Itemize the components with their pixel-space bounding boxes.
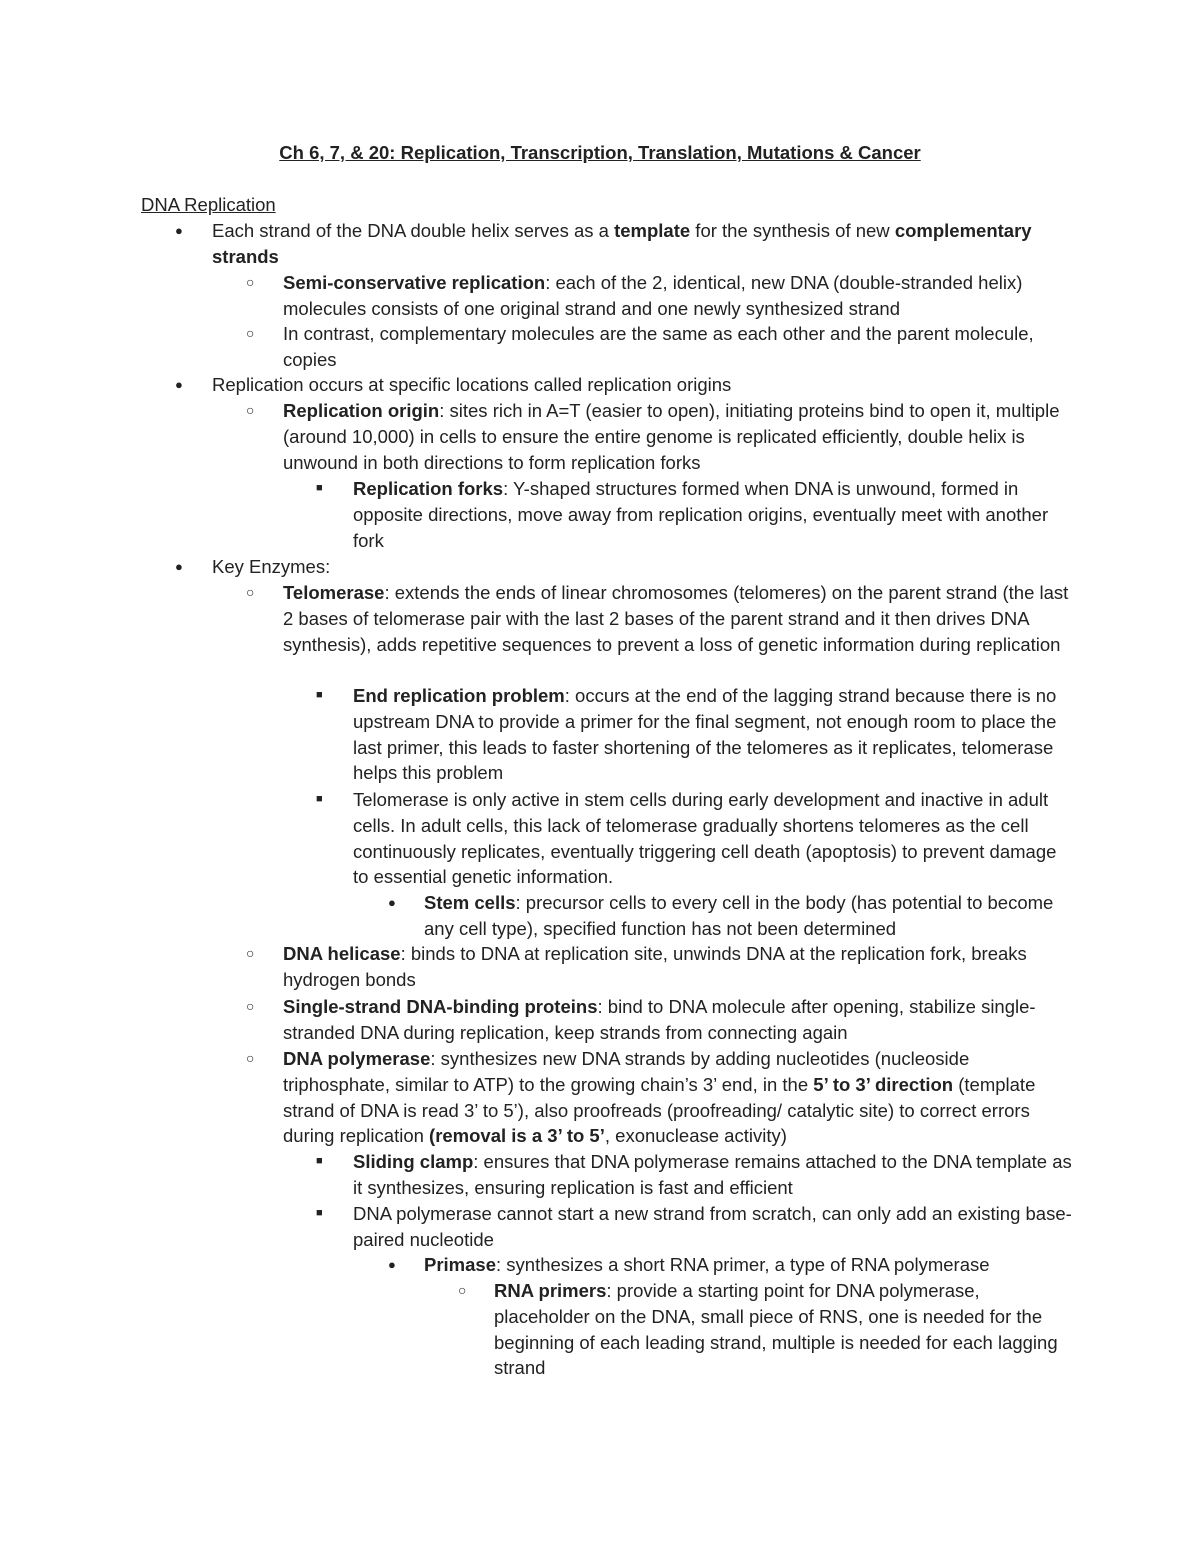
item-text: : ensures that DNA polymerase remains attached to the DNA template as it synthesizes, ensuring replication is fast and efficient <box>353 1151 1072 1198</box>
bold-term: Primase <box>424 1254 496 1275</box>
list-item <box>212 554 1072 580</box>
item-text: DNA polymerase cannot start a new strand from scratch, can only add an existing base-paired nucleotide <box>353 1203 1072 1250</box>
item-text: Telomerase is only active in stem cells during early development and inactive in adult cells. In adult cells, this lack of telomerase gradually shortens telomeres as the cell continuously replicates, eventually triggering cell death (apoptosis) to prevent damage to essential genetic information. <box>353 789 1057 888</box>
bullet-marker-icon: ○ <box>246 584 255 600</box>
list-item <box>283 398 1073 475</box>
bullet-marker-icon: ○ <box>246 274 255 290</box>
bullet-marker-icon: ○ <box>246 402 255 418</box>
item-text: : precursor cells to every cell in the body (has potential to become any cell type), specified function has not been determined <box>424 892 1054 939</box>
bullet-marker-icon: ● <box>388 895 396 910</box>
item-text: : synthesizes new DNA strands by adding nucleotides (nucleoside triphosphate, similar to ATP) to the growing chain’s 3’ end, in the <box>283 1048 970 1095</box>
section-heading: DNA Replication <box>141 194 276 215</box>
bullet-marker-icon: ○ <box>246 945 255 961</box>
item-text: , exonuclease activity) <box>604 1125 787 1147</box>
list-item <box>353 1149 1073 1201</box>
item-text: : each of the 2, identical, new DNA (double-stranded helix) molecules consists of one original strand and one newly synthesized strand <box>283 272 1023 319</box>
document-title: Ch 6, 7, & 20: Replication, Transcription, Translation, Mutations & Cancer <box>279 142 921 163</box>
list-item <box>283 994 1073 1046</box>
bold-term: DNA helicase <box>283 943 401 964</box>
bold-term: Sliding clamp <box>353 1151 474 1172</box>
bold-term: (removal is a 3’ to 5’ <box>429 1125 605 1147</box>
bold-term: DNA polymerase <box>283 1048 431 1069</box>
item-text: Replication occurs at specific locations called replication origins <box>212 374 732 395</box>
bold-term: Replication forks <box>353 478 504 499</box>
item-text: Key Enzymes: <box>212 556 331 577</box>
list-item <box>424 1252 1074 1278</box>
item-text: : Y-shaped structures formed when DNA is unwound, formed in opposite directions, move away from replication origins, eventually meet with another fork <box>353 478 1049 551</box>
list-item <box>212 372 1072 398</box>
item-text: (template strand of DNA is read 3’ to 5’), also proofreads (proofreading/ catalytic site) to correct errors during replication <box>283 1073 1036 1147</box>
list-item <box>353 476 1073 553</box>
list-item <box>353 1201 1073 1253</box>
list-item <box>353 787 1073 890</box>
list-item <box>212 218 1072 270</box>
list-item <box>283 321 1073 373</box>
bullet-marker-icon: ■ <box>316 689 323 701</box>
list-item <box>283 580 1073 657</box>
bullet-marker-icon: ○ <box>458 1282 467 1298</box>
bold-term: Telomerase <box>283 582 385 603</box>
bullet-marker-icon: ■ <box>316 1155 323 1167</box>
bullet-marker-icon: ○ <box>246 325 255 341</box>
item-text: : sites rich in A=T (easier to open), initiating proteins bind to open it, multiple (around 10,000) in cells to ensure the entire genome is replicated efficiently, double helix is unwound in both directions to form replication forks <box>283 400 1060 473</box>
list-item <box>353 683 1073 786</box>
bullet-marker-icon: ■ <box>316 1207 323 1219</box>
item-text: : occurs at the end of the lagging strand because there is no upstream DNA to provide a primer for the final segment, not enough room to place the last primer, this leads to faster shortening of the telomeres as it replicates, telomerase helps this problem <box>353 685 1057 784</box>
list-item <box>283 1046 1073 1149</box>
item-text: : bind to DNA molecule after opening, stabilize single-stranded DNA during replication, keep strands from connecting again <box>283 996 1036 1043</box>
bullet-marker-icon: ● <box>175 377 183 392</box>
bold-term: Semi-conservative replication <box>283 272 546 293</box>
bold-term: Single-strand DNA-binding proteins <box>283 996 598 1017</box>
list-item <box>494 1278 1074 1381</box>
list-item <box>424 890 1074 942</box>
item-text: : binds to DNA at replication site, unwinds DNA at the replication fork, breaks hydrogen bonds <box>283 943 1027 990</box>
bold-term: 5’ to 3’ direction <box>813 1073 954 1095</box>
item-text: : provide a starting point for DNA polymerase, placeholder on the DNA, small piece of RNS, one is needed for the beginning of each leading strand, multiple is needed for each lagging strand <box>494 1280 1058 1379</box>
bullet-marker-icon: ○ <box>246 1050 255 1066</box>
bullet-marker-icon: ● <box>175 559 183 574</box>
bullet-marker-icon: ■ <box>316 793 323 805</box>
bullet-marker-icon: ■ <box>316 482 323 494</box>
bold-term: template <box>614 220 691 241</box>
item-text: : synthesizes a short RNA primer, a type of RNA polymerase <box>496 1254 990 1275</box>
bullet-marker-icon: ● <box>175 223 183 238</box>
item-text: In contrast, complementary molecules are the same as each other and the parent molecule, copies <box>283 323 1034 370</box>
bold-term: RNA primers <box>494 1280 607 1301</box>
item-text: : extends the ends of linear chromosomes (telomeres) on the parent strand (the last 2 bases of telomerase pair with the last 2 bases of the parent strand and it then drives DNA synthesis), adds repetitive sequences to prevent a loss of genetic information during replication <box>283 582 1069 655</box>
item-text: Each strand of the DNA double helix serves as a <box>212 220 615 241</box>
bullet-marker-icon: ○ <box>246 998 255 1014</box>
list-item <box>283 941 1073 993</box>
bold-term: complementary strands <box>212 220 1032 267</box>
list-item <box>283 270 1073 322</box>
bullet-marker-icon: ● <box>388 1257 396 1272</box>
bold-term: End replication problem <box>353 685 565 706</box>
bold-term: Replication origin <box>283 400 440 421</box>
item-text: for the synthesis of new <box>690 220 895 241</box>
bold-term: Stem cells <box>424 892 516 913</box>
